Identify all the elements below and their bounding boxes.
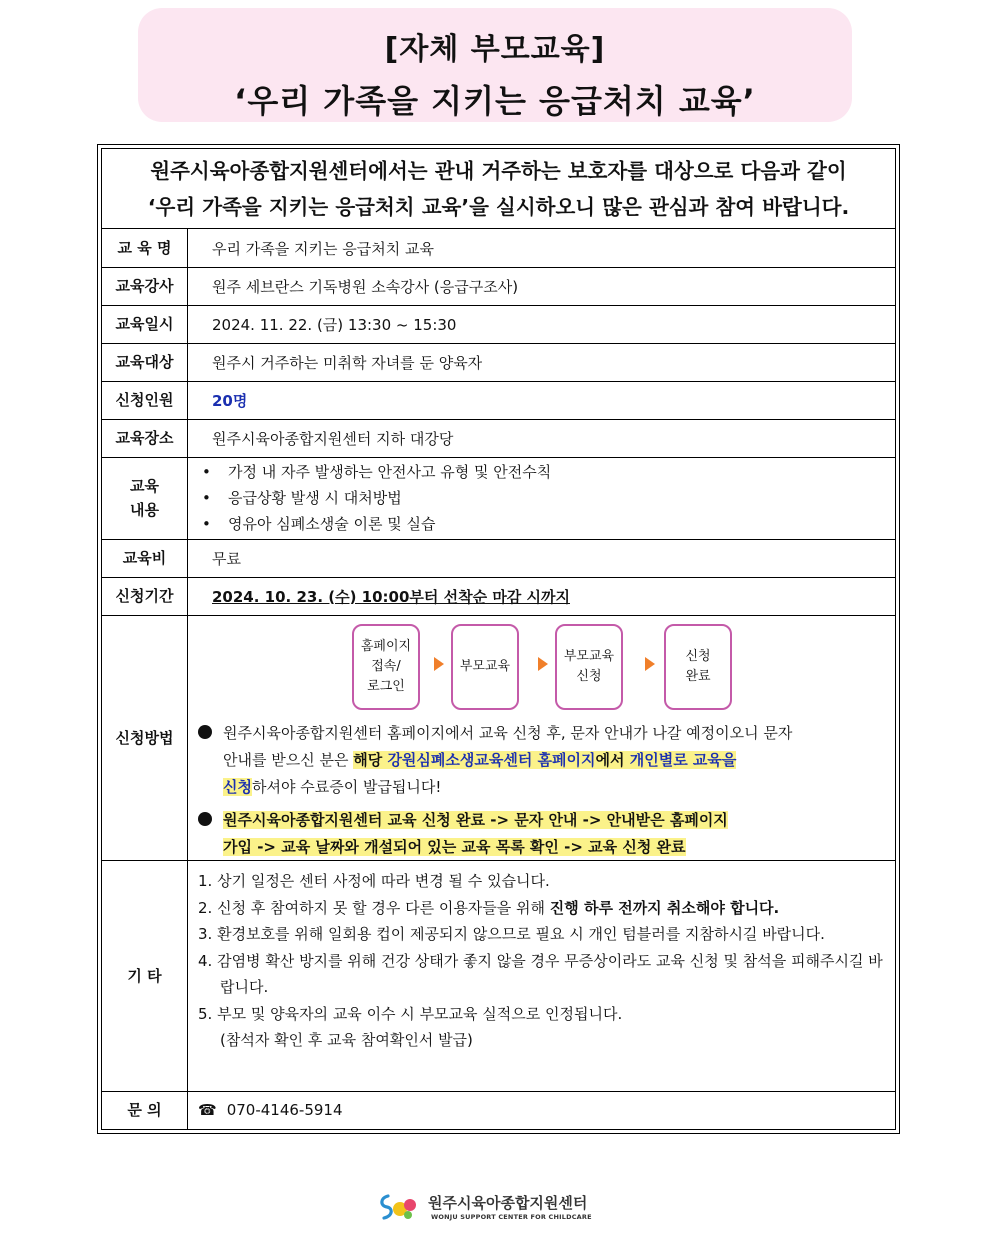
list-item: 3. 환경보호를 위해 일회용 컵이 제공되지 않으므로 필요 시 개인 텀블러를 지참하시길 바랍니다. xyxy=(198,925,825,943)
label-line: 내용 xyxy=(130,501,159,519)
center-name-en: WONJU SUPPORT CENTER FOR CHILDCARE xyxy=(431,1213,592,1221)
list-item: 2. 신청 후 참여하지 못 할 경우 다른 이용자들을 위해 진행 하루 전까지 취소해야 합니다. xyxy=(198,898,780,917)
row-label: 신청방법 xyxy=(102,615,188,860)
row-label: 신청기간 xyxy=(102,577,188,615)
row-label: 교육대상 xyxy=(102,343,188,381)
row-label: 교육강사 xyxy=(102,267,188,305)
capacity-value: 20명 xyxy=(212,391,248,410)
phone-icon: ☎ xyxy=(198,1101,217,1119)
bullet-dot-icon xyxy=(198,812,212,826)
arrow-right-icon xyxy=(434,657,444,671)
row-label xyxy=(102,457,188,539)
list-item: 1. 상기 일정은 센터 사정에 따라 변경 될 수 있습니다. xyxy=(198,872,550,890)
row-instructor xyxy=(102,267,895,306)
arrow-right-icon xyxy=(645,657,655,671)
center-logo-icon xyxy=(378,1192,418,1222)
row-period xyxy=(102,577,895,616)
row-content xyxy=(102,457,895,540)
intro-line-1: 원주시육아종합지원센터에서는 관내 거주하는 보호자를 대상으로 다음과 같이 xyxy=(150,159,847,183)
row-label: 교육비 xyxy=(102,539,188,577)
bullet-dot-icon xyxy=(198,725,212,739)
row-label: 교 육 명 xyxy=(102,229,188,267)
row-label: 교육일시 xyxy=(102,305,188,343)
row-label: 기 타 xyxy=(102,860,188,1091)
method-paragraph-2: 원주시육아종합지원센터 교육 신청 완료 -> 문자 안내 -> 안내받은 홈페이지 가입 -> 교육 날짜와 개설되어 있는 교육 목록 확인 -> 교육 신청 완료 xyxy=(198,807,728,861)
row-value: 2024. 11. 22. (금) 13:30 ~ 15:30 xyxy=(212,315,457,334)
row-datetime xyxy=(102,305,895,344)
contact-value xyxy=(198,1091,343,1129)
row-label: 신청인원 xyxy=(102,381,188,419)
title-line-2: ‘우리 가족을 지키는 응급처치 교육’ xyxy=(234,82,756,120)
etc-list xyxy=(198,868,887,1054)
row-label: 문 의 xyxy=(102,1091,188,1129)
list-item: • 가정 내 자주 발생하는 안전사고 유형 및 안전수칙 xyxy=(202,463,552,481)
list-item: 5. 부모 및 양육자의 교육 이수 시 부모교육 실적으로 인정됩니다. xyxy=(198,1004,623,1023)
row-value: 원주시 거주하는 미취학 자녀를 둔 양육자 xyxy=(212,353,483,372)
row-value: 우리 가족을 지키는 응급처치 교육 xyxy=(212,239,434,258)
step-apply: 부모교육 신청 xyxy=(555,624,623,710)
step-complete: 신청 완료 xyxy=(664,624,732,710)
phone-number: 070-4146-5914 xyxy=(226,1101,343,1119)
row-fee xyxy=(102,539,895,578)
notice-frame xyxy=(97,144,900,1134)
step-homepage-login: 홈페이지 접속/ 로그인 xyxy=(352,624,420,710)
list-item: 4. 감염병 확산 방지를 위해 건강 상태가 좋지 않을 경우 무증상이라도 교육 신청 및 참석을 피해주시길 바랍니다. xyxy=(198,951,883,996)
row-target xyxy=(102,343,895,382)
row-place xyxy=(102,419,895,458)
list-item: • 영유아 심폐소생술 이론 및 실습 xyxy=(202,515,436,533)
period-value: 2024. 10. 23. (수) 10:00부터 선착순 마감 시까지 xyxy=(212,587,570,606)
list-item: (참석자 확인 후 교육 참여확인서 발급) xyxy=(220,1031,473,1049)
label-line: 교육 xyxy=(130,477,159,495)
row-value: 무료 xyxy=(212,549,241,568)
list-item: • 응급상황 발생 시 대처방법 xyxy=(202,489,402,507)
row-capacity xyxy=(102,381,895,420)
method-paragraph-1: 원주시육아종합지원센터 홈페이지에서 교육 신청 후, 문자 안내가 나갈 예정이오니 문자 안내를 받으신 분은 해당 강원심폐소생교육센터 홈페이지에서 개인별로 교육을 신청하셔야 수료증이 발급됩니다! xyxy=(198,720,792,801)
row-contact xyxy=(102,1091,895,1129)
arrow-right-icon xyxy=(538,657,548,671)
step-parent-education: 부모교육 xyxy=(451,624,519,710)
title-banner xyxy=(138,8,852,122)
row-name xyxy=(102,229,895,268)
intro-text xyxy=(102,149,895,229)
title-line-1: [자체 부모교육] xyxy=(384,32,606,67)
row-value: 원주 세브란스 기독병원 소속강사 (응급구조사) xyxy=(212,277,519,296)
row-value: 원주시육아종합지원센터 지하 대강당 xyxy=(212,429,454,448)
notice-table xyxy=(101,148,896,1130)
center-name: 원주시육아종합지원센터 xyxy=(428,1194,588,1212)
row-label: 교육장소 xyxy=(102,419,188,457)
row-etc xyxy=(102,860,895,1092)
row-method xyxy=(102,615,895,861)
intro-line-2: ‘우리 가족을 지키는 응급처치 교육’을 실시하오니 많은 관심과 참여 바랍니다. xyxy=(147,195,850,219)
